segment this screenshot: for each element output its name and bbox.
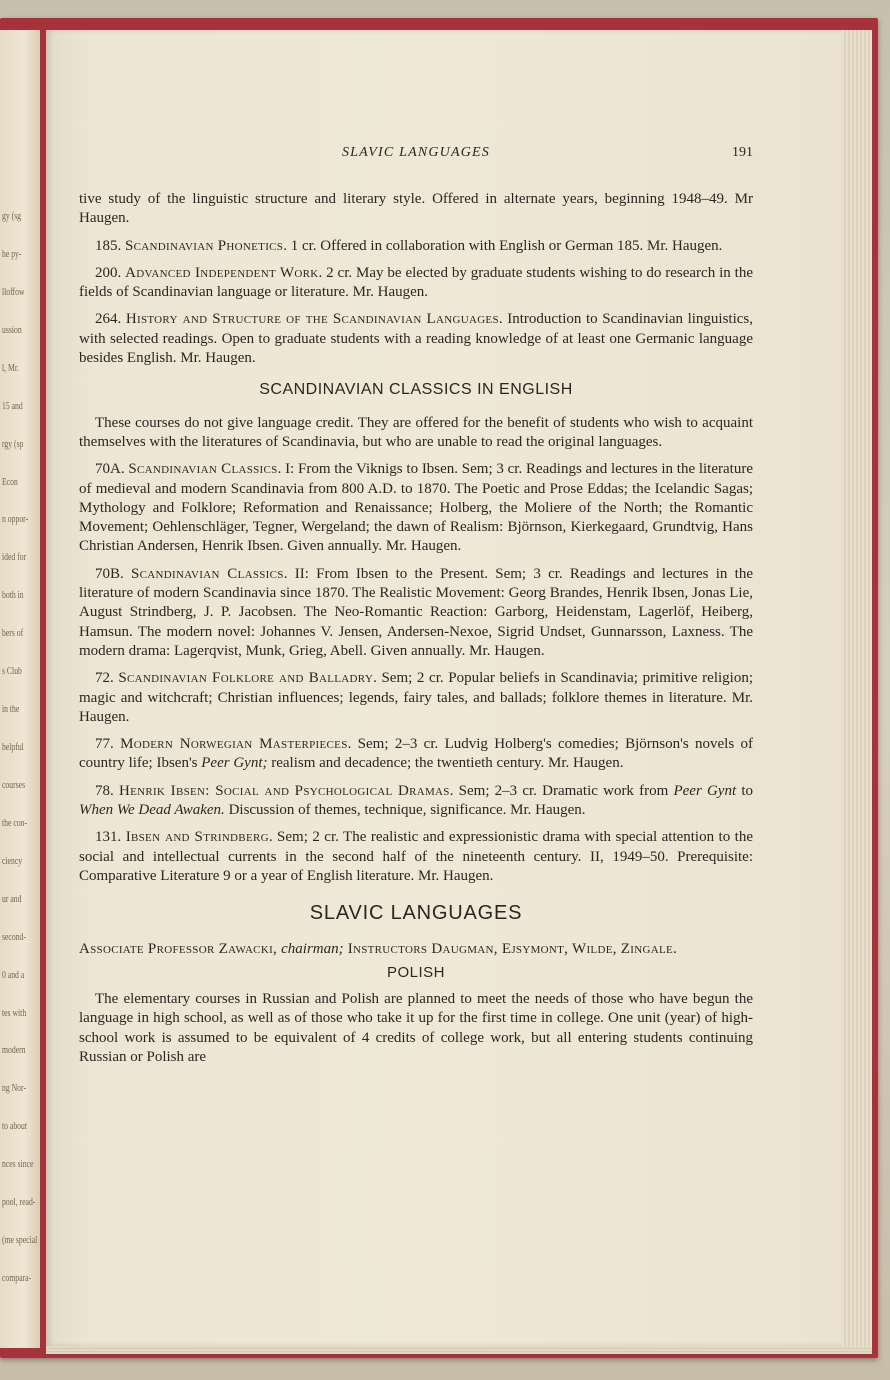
course-title: Advanced Independent Work — [125, 264, 319, 281]
course-description: . Sem; 2–3 cr. Ludvig Holberg's comedies; Björnson's novels of country life; Ibsen's — [79, 736, 753, 772]
course-number: 131. — [95, 829, 126, 846]
faculty-names: Associate Professor Zawacki, — [79, 940, 282, 957]
course-description: . Introduction to Scandinavian linguistics, with selected readings. Open to graduate students with a reading knowledge of at least one Germanic language besides English. Mr. Haugen. — [79, 311, 754, 367]
course-number: 70A. — [95, 461, 129, 478]
left-page-fragment: pool, read- — [2, 1196, 36, 1209]
course-entry — [79, 310, 753, 368]
course-title: History and Structure of the Scandinavian Languages — [125, 311, 499, 328]
left-page-fragment: s Club — [2, 665, 22, 678]
course-title: Ibsen and Strindberg — [125, 829, 269, 846]
running-head-title: SLAVIC LANGUAGES — [341, 145, 490, 160]
course-entry — [79, 460, 753, 556]
left-page-fragment: rgy (sp — [2, 437, 24, 450]
left-page-fragment: ciency — [2, 854, 23, 867]
course-entry — [79, 735, 753, 774]
course-title: Scandinavian Classics — [128, 461, 278, 478]
page-text — [79, 140, 753, 1075]
paragraph: tive study of the linguistic structure and literary style. Offered in alternate years, beginning 1948–49. Mr Haugen. — [79, 191, 753, 227]
work-title: Peer Gynt — [673, 782, 737, 799]
major-heading: SLAVIC LANGUAGES — [309, 902, 523, 925]
left-page-fragment: 0 and a — [2, 968, 25, 981]
course-entry — [79, 782, 753, 821]
left-page-fragment: n oppor- — [2, 513, 29, 526]
left-page-fragment: tes with — [2, 1006, 27, 1019]
course-description: . Sem; 2 cr. The realistic and expressionistic drama with special attention to the social and intellectual currents in the second half of the nineteenth century. II, 1949–50. Prerequisite: Comparative Literature 9 or a year of English literature. Mr. Haugen. — [79, 829, 753, 884]
left-page-fragment: courses — [2, 778, 26, 791]
course-number: 78. — [95, 782, 119, 799]
course-title: Modern Norwegian Masterpieces — [120, 736, 348, 753]
course-title: Scandinavian Classics — [131, 565, 284, 582]
course-description: . 1 cr. Offered in collaboration with English or German 185. Mr. Haugen. — [283, 237, 723, 254]
left-page-fragment: helpful — [2, 741, 24, 754]
course-description: realism and decadence; the twentieth century. Mr. Haugen. — [267, 755, 624, 772]
course-number: 70B. — [95, 565, 131, 582]
left-page-fragment: the con- — [2, 816, 28, 829]
left-page-edge — [0, 30, 40, 1348]
course-description: . Sem; 2–3 cr. Dramatic work from — [449, 782, 674, 799]
course-description: . 2 cr. May be elected by graduate students wishing to do research in the fields of Scandinavian language or literature. Mr. Haugen. — [79, 264, 754, 301]
left-page-fragment: l, Mr. — [2, 361, 19, 374]
left-page-fragment: Econ — [2, 475, 18, 488]
left-page-fragment: 15 and — [2, 399, 23, 412]
course-number: 72. — [95, 670, 119, 687]
course-number: 264. — [95, 311, 126, 328]
left-page-fragment: (me special — [2, 1234, 38, 1247]
course-entry — [79, 237, 753, 256]
work-title: When We Dead Awaken. — [79, 802, 225, 819]
left-page-fragment: in the — [2, 703, 20, 716]
course-description: . Sem; 2 cr. Popular beliefs in Scandinavia; primitive religion; magic and witchcraft; Christian influences; legends, fairy tales, and ballads; folklore themes in literature. Mr. Haugen. — [79, 670, 754, 725]
faculty-names: Instructors Daugman, Ejsymont, Wilde, Zingale. — [343, 940, 678, 957]
course-entry — [79, 669, 753, 727]
left-page-fragment: ussion — [2, 323, 22, 336]
left-page-fragment: gy (sg — [2, 210, 22, 222]
section-heading: SCANDINAVIAN CLASSICS IN ENGLISH — [259, 381, 573, 399]
subsection-heading: POLISH — [386, 963, 446, 981]
course-number: 77. — [95, 736, 121, 753]
course-entry — [79, 264, 753, 303]
faculty-list — [79, 940, 753, 959]
course-description: . I: From the Viknigs to Ibsen. Sem; 3 cr. Readings and lectures in the literature of medieval and modern Scandinavia from 800 A.D. to 1870. The Poetic and Prose Eddas; the Icelandic Sagas; Mythology and Folklore; Reformation and Renaissance; Holberg, the Moliere of the North; the Romantic Movement; Oehlenschläger, Tegner, Wergeland; the dawn of Realism: Björnson, Kierkegaard, Grundtvig, Hans Christian Andersen, Henrik Ibsen. Given annually. Mr. Haugen. — [79, 461, 753, 555]
left-page-fragment: bers of — [2, 627, 24, 640]
chairman-label: chairman; — [281, 940, 344, 957]
course-description: to — [736, 782, 753, 799]
course-number: 185. — [95, 237, 125, 254]
course-entry — [79, 565, 753, 661]
left-page-fragment: compara- — [2, 1272, 32, 1285]
course-entry — [79, 828, 753, 886]
left-page-fragment: nces since — [2, 1158, 34, 1171]
left-page-fragment: ur and — [2, 892, 22, 905]
course-title: Scandinavian Phonetics — [125, 237, 284, 254]
section-intro: These courses do not give language credit. They are offered for the benefit of students who wish to acquaint themselves with the literatures of Scandinavia, but who are unable to read the original languages. — [79, 414, 753, 450]
course-title: Scandinavian Folklore and Balladry — [118, 670, 374, 687]
page-edges — [842, 30, 872, 1346]
left-page-fragment: lloffow — [2, 285, 25, 298]
left-page-fragment: both in — [2, 589, 24, 602]
running-head — [79, 140, 753, 164]
course-number: 200. — [95, 264, 126, 281]
left-page-fragment: modern — [2, 1044, 26, 1057]
page-number: 191 — [732, 145, 753, 160]
left-page-fragment: ng Nor- — [2, 1082, 27, 1095]
left-page-fragment: to about — [2, 1120, 28, 1133]
course-description: Discussion of themes, technique, significance. Mr. Haugen. — [224, 802, 586, 819]
left-page-fragment: second- — [2, 930, 26, 943]
section-intro: The elementary courses in Russian and Polish are planned to meet the needs of those who have begun the language in high school, as well as of those who take it up for the first time in college. One unit (year) of high-school work is assumed to be equivalent of 4 credits of college work, but all entering students continuing Russian or Polish are — [79, 991, 753, 1065]
left-page-fragment: ided for — [2, 551, 27, 564]
course-title: Henrik Ibsen: Social and Psychological Dramas — [118, 782, 450, 799]
left-page-fragment: he py- — [2, 247, 22, 260]
work-title: Peer Gynt; — [201, 755, 268, 772]
course-description: . II: From Ibsen to the Present. Sem; 3 cr. Readings and lectures in the literature of modern Scandinavia since 1870. The Realistic Movement: Georg Brandes, Henrik Ibsen, Jonas Lie, August Strindberg, J. P. Jacobsen. The Neo-Romantic Reaction: Garborg, Heidenstam, Lagerlöf, Heiberg, Hamsun. The modern novel: Johannes V. Jensen, Andersen-Nexoe, Sigrid Undset, Gunnarsson, Laxness. The modern drama: Lagerqvist, Munk, Grieg, Abell. Given annually. Mr. Haugen. — [79, 565, 753, 659]
page-edges-bottom — [46, 1346, 872, 1354]
